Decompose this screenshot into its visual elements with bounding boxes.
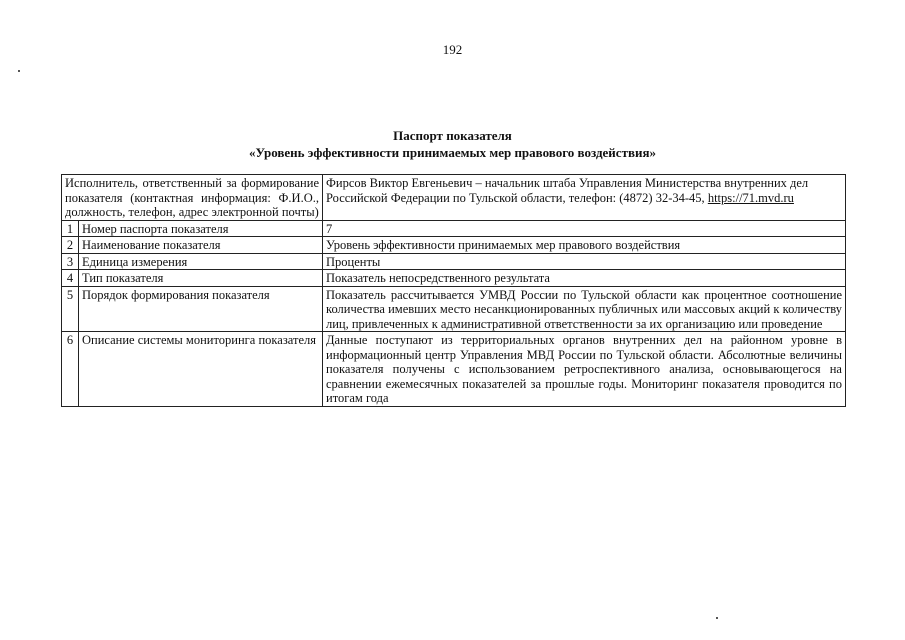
executor-text: Фирсов Виктор Евгеньевич – начальник штаба Управления Министерства внутренних дел Российской Федерации по Тульской области, телефон: (4872) 32-34-45, <box>326 176 809 205</box>
title-line-2: «Уровень эффективности принимаемых мер правового воздействия» <box>249 145 656 160</box>
row-value: Данные поступают из территориальных органов внутренних дел на районном уровне в информационный центр Управления МВД России по Тульской области. Абсолютные величины показателя получены с использованием ретроспективного анализа, основывающегося на сравнении ежемесячных показателей за прошлые годы. Мониторинг показателя проводится по итогам года <box>323 332 846 407</box>
page-number: 192 <box>442 42 463 57</box>
row-label: Тип показателя <box>79 270 323 287</box>
row-number: 4 <box>62 270 79 287</box>
table-row <box>62 253 846 270</box>
executor-value <box>323 175 846 221</box>
row-value: Уровень эффективности принимаемых мер правового воздействия <box>323 237 846 254</box>
row-number: 5 <box>62 286 79 332</box>
row-number: 3 <box>62 253 79 270</box>
document-title <box>0 127 905 161</box>
row-label: Номер паспорта показателя <box>79 220 323 237</box>
row-label: Описание системы мониторинга показателя <box>79 332 323 407</box>
table-row <box>62 286 846 332</box>
website-link[interactable]: https://71.mvd.ru <box>707 190 794 205</box>
row-label: Порядок формирования показателя <box>79 286 323 332</box>
row-number: 1 <box>62 220 79 237</box>
table-row <box>62 220 846 237</box>
table-row <box>62 270 846 287</box>
table-row <box>62 237 846 254</box>
passport-table <box>61 174 846 407</box>
row-number: 2 <box>62 237 79 254</box>
title-line-1: Паспорт показателя <box>393 128 512 143</box>
table-row-executor <box>62 175 846 221</box>
row-label: Единица измерения <box>79 253 323 270</box>
scan-speck <box>18 70 20 72</box>
row-number: 6 <box>62 332 79 407</box>
row-label: Наименование показателя <box>79 237 323 254</box>
row-value: Показатель непосредственного результата <box>323 270 846 287</box>
row-value: 7 <box>323 220 846 237</box>
executor-label: Исполнитель, ответственный за формирование показателя (контактная информация: Ф.И.О., должность, телефон, адрес электронной почты) <box>62 175 323 221</box>
row-value: Показатель рассчитывается УМВД России по Тульской области как процентное соотношение количества имевших место несанкционированных публичных или массовых акций к количеству лиц, привлеченных к административной ответственности за их организацию или проведение <box>323 286 846 332</box>
table-row <box>62 332 846 407</box>
row-value: Проценты <box>323 253 846 270</box>
scan-speck <box>716 617 718 619</box>
